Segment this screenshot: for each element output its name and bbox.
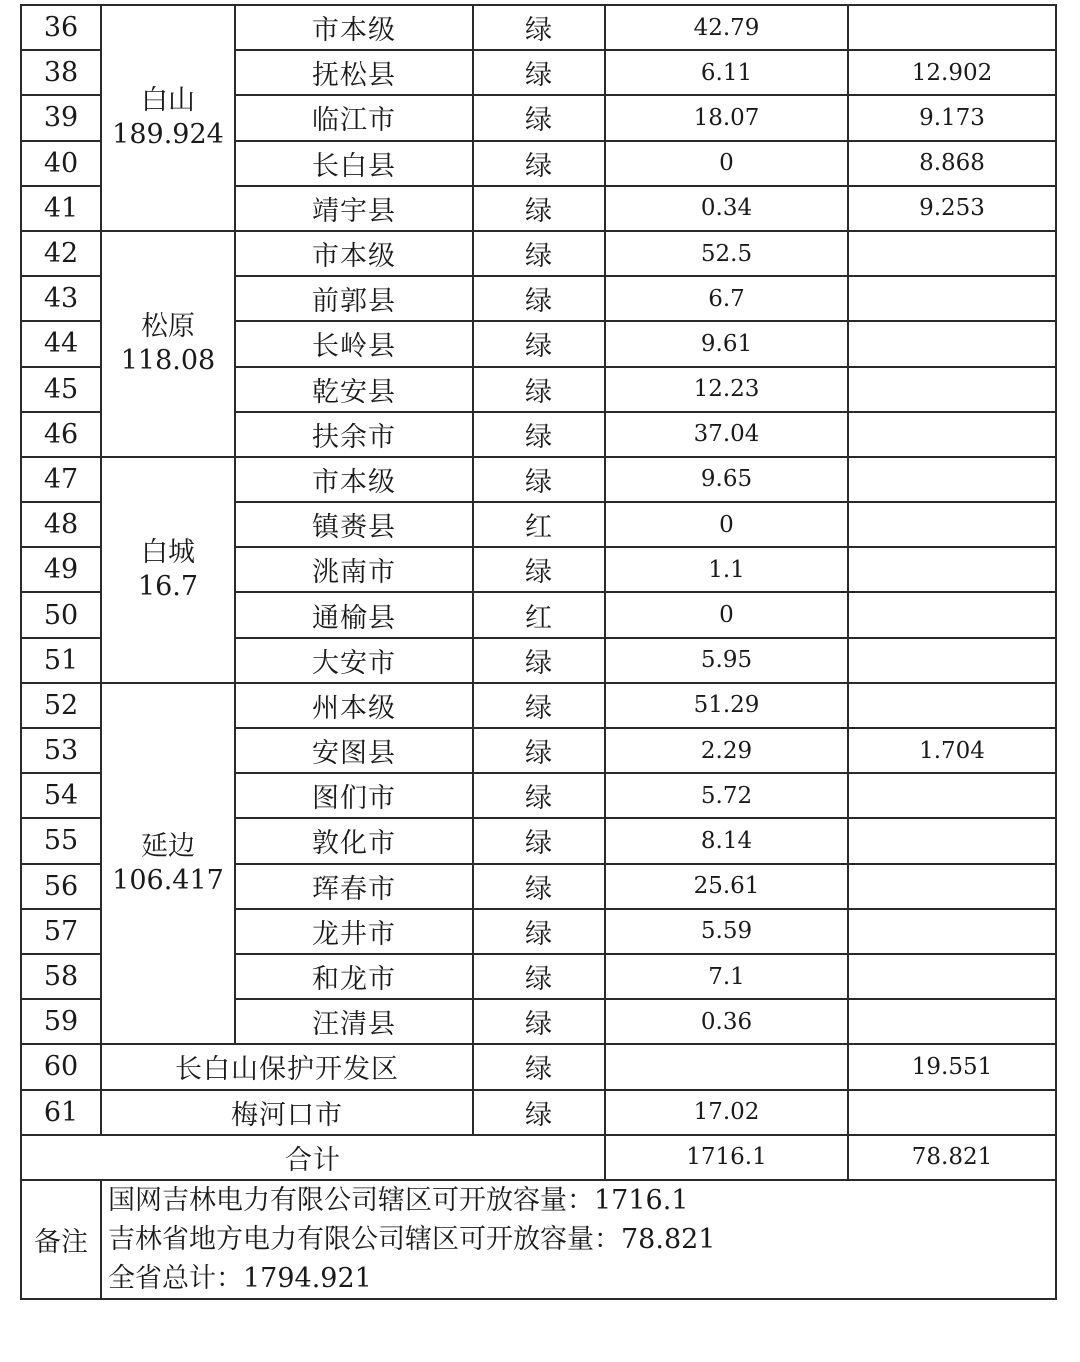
- table-row: [21, 1044, 1056, 1089]
- grid-capacity-cell: 12.23: [605, 367, 848, 412]
- city-name: 延边: [141, 830, 195, 862]
- county-cell: 临江市: [235, 95, 473, 140]
- grid-capacity-cell: 6.11: [605, 50, 848, 95]
- row-number-cell: 36: [21, 5, 101, 50]
- city-capacity: 189.924: [112, 118, 224, 150]
- row-number-cell: 56: [21, 864, 101, 909]
- row-number-cell: 57: [21, 909, 101, 954]
- county-cell: 州本级: [235, 683, 473, 728]
- grid-capacity-cell: 17.02: [605, 1090, 848, 1135]
- row-number-cell: 53: [21, 728, 101, 773]
- local-capacity-cell: 9.253: [848, 186, 1056, 231]
- city-cell: [101, 5, 235, 231]
- city-capacity: 16.7: [137, 570, 199, 602]
- county-cell: 市本级: [235, 231, 473, 276]
- local-capacity-cell: 8.868: [848, 141, 1056, 186]
- local-capacity-cell: [848, 367, 1056, 412]
- remarks-row: [21, 1180, 1056, 1299]
- grid-capacity-cell: 6.7: [605, 276, 848, 321]
- table-row: [21, 457, 1056, 502]
- status-color-cell: 绿: [473, 728, 605, 773]
- grid-capacity-cell: 8.14: [605, 818, 848, 863]
- local-capacity-cell: [848, 1090, 1056, 1135]
- status-color-cell: 绿: [473, 50, 605, 95]
- local-capacity-cell: [848, 276, 1056, 321]
- area-name-cell: 长白山保护开发区: [101, 1044, 473, 1089]
- total-label-cell: 合计: [21, 1135, 605, 1180]
- row-number-cell: 45: [21, 367, 101, 412]
- city-cell: [101, 231, 235, 457]
- local-capacity-cell: [848, 954, 1056, 999]
- county-cell: 乾安县: [235, 367, 473, 412]
- county-cell: 洮南市: [235, 547, 473, 592]
- status-color-cell: 绿: [473, 186, 605, 231]
- row-number-cell: 59: [21, 999, 101, 1044]
- county-cell: 图们市: [235, 773, 473, 818]
- row-number-cell: 39: [21, 95, 101, 140]
- status-color-cell: 绿: [473, 683, 605, 728]
- city-capacity: 118.08: [120, 344, 216, 376]
- row-number-cell: 42: [21, 231, 101, 276]
- grid-capacity-cell: 42.79: [605, 5, 848, 50]
- county-cell: 市本级: [235, 457, 473, 502]
- county-cell: 扶余市: [235, 412, 473, 457]
- row-number-cell: 46: [21, 412, 101, 457]
- grid-capacity-cell: 9.61: [605, 321, 848, 366]
- status-color-cell: 绿: [473, 457, 605, 502]
- remarks-line: 国网吉林电力有限公司辖区可开放容量：1716.1: [108, 1184, 689, 1216]
- grid-capacity-cell: 52.5: [605, 231, 848, 276]
- county-cell: 镇赉县: [235, 502, 473, 547]
- county-cell: 前郭县: [235, 276, 473, 321]
- grid-capacity-cell: [605, 1044, 848, 1089]
- local-capacity-cell: [848, 683, 1056, 728]
- status-color-cell: 绿: [473, 141, 605, 186]
- local-capacity-cell: [848, 457, 1056, 502]
- row-number-cell: 61: [21, 1090, 101, 1135]
- status-color-cell: 绿: [473, 638, 605, 683]
- row-number-cell: 43: [21, 276, 101, 321]
- grid-capacity-cell: 5.95: [605, 638, 848, 683]
- table-row: [21, 231, 1056, 276]
- grid-capacity-cell: 0: [605, 141, 848, 186]
- grid-capacity-cell: 18.07: [605, 95, 848, 140]
- local-capacity-cell: 1.704: [848, 728, 1056, 773]
- table-body: [21, 5, 1056, 1299]
- grid-capacity-cell: 2.29: [605, 728, 848, 773]
- grid-capacity-cell: 5.72: [605, 773, 848, 818]
- county-cell: 龙井市: [235, 909, 473, 954]
- local-capacity-cell: [848, 638, 1056, 683]
- row-number-cell: 49: [21, 547, 101, 592]
- local-capacity-cell: [848, 231, 1056, 276]
- table-row: [21, 1090, 1056, 1135]
- remarks-line: 吉林省地方电力有限公司辖区可开放容量：78.821: [108, 1223, 716, 1255]
- local-capacity-cell: 9.173: [848, 95, 1056, 140]
- grid-capacity-cell: 0: [605, 592, 848, 637]
- grid-capacity-cell: 5.59: [605, 909, 848, 954]
- county-cell: 长岭县: [235, 321, 473, 366]
- county-cell: 安图县: [235, 728, 473, 773]
- local-capacity-cell: 12.902: [848, 50, 1056, 95]
- status-color-cell: 绿: [473, 5, 605, 50]
- city-name: 松原: [141, 310, 195, 342]
- row-number-cell: 38: [21, 50, 101, 95]
- county-cell: 汪清县: [235, 999, 473, 1044]
- local-capacity-cell: [848, 773, 1056, 818]
- status-color-cell: 绿: [473, 909, 605, 954]
- local-capacity-cell: [848, 592, 1056, 637]
- grid-capacity-cell: 0: [605, 502, 848, 547]
- row-number-cell: 60: [21, 1044, 101, 1089]
- status-color-cell: 绿: [473, 321, 605, 366]
- grid-capacity-cell: 25.61: [605, 864, 848, 909]
- row-number-cell: 51: [21, 638, 101, 683]
- row-number-cell: 40: [21, 141, 101, 186]
- city-cell: [101, 683, 235, 1045]
- table-row: [21, 5, 1056, 50]
- status-color-cell: 绿: [473, 818, 605, 863]
- row-number-cell: 50: [21, 592, 101, 637]
- county-cell: 和龙市: [235, 954, 473, 999]
- local-capacity-cell: [848, 818, 1056, 863]
- city-name: 白城: [141, 536, 195, 568]
- remarks-line: 全省总计：1794.921: [108, 1262, 372, 1294]
- row-number-cell: 58: [21, 954, 101, 999]
- row-number-cell: 47: [21, 457, 101, 502]
- grid-capacity-cell: 9.65: [605, 457, 848, 502]
- status-color-cell: 绿: [473, 367, 605, 412]
- status-color-cell: 绿: [473, 1090, 605, 1135]
- local-capacity-cell: [848, 547, 1056, 592]
- status-color-cell: 绿: [473, 231, 605, 276]
- local-capacity-cell: [848, 864, 1056, 909]
- local-capacity-cell: [848, 999, 1056, 1044]
- city-capacity: 106.417: [112, 864, 224, 896]
- status-color-cell: 绿: [473, 276, 605, 321]
- status-color-cell: 绿: [473, 773, 605, 818]
- row-number-cell: 55: [21, 818, 101, 863]
- row-number-cell: 41: [21, 186, 101, 231]
- status-color-cell: 绿: [473, 999, 605, 1044]
- total-grid-cell: 1716.1: [605, 1135, 848, 1180]
- city-name: 白山: [141, 84, 195, 116]
- remarks-body-cell: [101, 1180, 1056, 1299]
- total-local-cell: 78.821: [848, 1135, 1056, 1180]
- grid-capacity-cell: 37.04: [605, 412, 848, 457]
- county-cell: 大安市: [235, 638, 473, 683]
- status-color-cell: 绿: [473, 95, 605, 140]
- local-capacity-cell: [848, 321, 1056, 366]
- local-capacity-cell: 19.551: [848, 1044, 1056, 1089]
- row-number-cell: 48: [21, 502, 101, 547]
- status-color-cell: 红: [473, 502, 605, 547]
- city-cell: [101, 457, 235, 683]
- row-number-cell: 44: [21, 321, 101, 366]
- local-capacity-cell: [848, 502, 1056, 547]
- county-cell: 敦化市: [235, 818, 473, 863]
- county-cell: 抚松县: [235, 50, 473, 95]
- grid-capacity-cell: 1.1: [605, 547, 848, 592]
- capacity-table: [20, 4, 1057, 1300]
- grid-capacity-cell: 51.29: [605, 683, 848, 728]
- local-capacity-cell: [848, 909, 1056, 954]
- local-capacity-cell: [848, 5, 1056, 50]
- county-cell: 市本级: [235, 5, 473, 50]
- grid-capacity-cell: 7.1: [605, 954, 848, 999]
- row-number-cell: 54: [21, 773, 101, 818]
- status-color-cell: 绿: [473, 547, 605, 592]
- total-row: [21, 1135, 1056, 1180]
- county-cell: 通榆县: [235, 592, 473, 637]
- status-color-cell: 绿: [473, 412, 605, 457]
- status-color-cell: 红: [473, 592, 605, 637]
- county-cell: 长白县: [235, 141, 473, 186]
- remarks-label-cell: 备注: [21, 1180, 101, 1299]
- status-color-cell: 绿: [473, 954, 605, 999]
- area-name-cell: 梅河口市: [101, 1090, 473, 1135]
- status-color-cell: 绿: [473, 1044, 605, 1089]
- grid-capacity-cell: 0.34: [605, 186, 848, 231]
- county-cell: 靖宇县: [235, 186, 473, 231]
- table-row: [21, 683, 1056, 728]
- grid-capacity-cell: 0.36: [605, 999, 848, 1044]
- row-number-cell: 52: [21, 683, 101, 728]
- county-cell: 珲春市: [235, 864, 473, 909]
- status-color-cell: 绿: [473, 864, 605, 909]
- local-capacity-cell: [848, 412, 1056, 457]
